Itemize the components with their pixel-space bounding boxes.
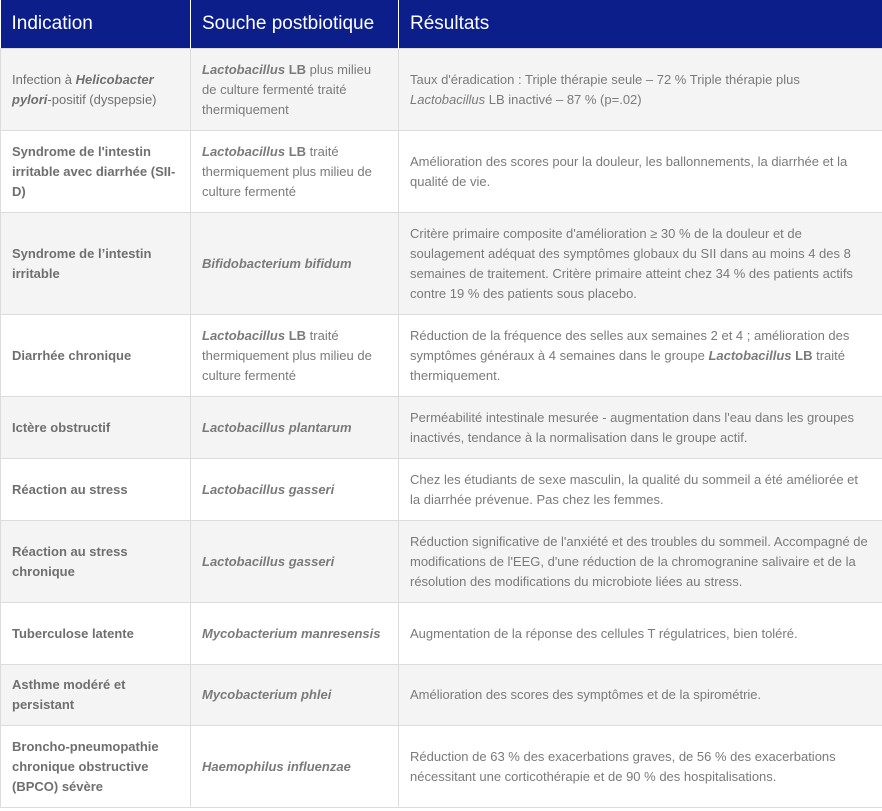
indication-cell: Broncho-pneumopathie chronique obstructive (BPCO) sévère [1,726,191,808]
results-cell: Réduction significative de l'anxiété et des troubles du sommeil. Accompagné de modifications de l'EEG, d'une réduction de la chromogranine salivaire et de la résolution des modifications du microbiote liées au stress. [399,521,882,603]
header-results: Résultats [399,0,882,49]
table-row [1,603,882,665]
table-row [1,459,882,521]
table-row [1,665,882,726]
strain-cell: Bifidobacterium bifidum [191,213,399,315]
table-row [1,397,882,459]
results-cell: Taux d'éradication : Triple thérapie seule – 72 % Triple thérapie plus Lactobacillus LB inactivé – 87 % (p=.02) [399,49,882,131]
results-cell: Critère primaire composite d'amélioration ≥ 30 % de la douleur et de soulagement adéquat des symptômes globaux du SII dans au moins 4 des 8 semaines de traitement. Critère primaire atteint chez 34 % des patients actifs contre 19 % des patients sous placebo. [399,213,882,315]
strain-cell: Lactobacillus LB traité thermiquement plus milieu de culture fermenté [191,131,399,213]
results-cell: Réduction de la fréquence des selles aux semaines 2 et 4 ; amélioration des symptômes généraux à 4 semaines dans le groupe Lactobacillus LB traité thermiquement. [399,315,882,397]
strain-cell: Lactobacillus gasseri [191,521,399,603]
indication-cell: Réaction au stress [1,459,191,521]
results-cell: Amélioration des scores pour la douleur, les ballonnements, la diarrhée et la qualité de vie. [399,131,882,213]
results-cell: Amélioration des scores des symptômes et de la spirométrie. [399,665,882,726]
indication-cell: Infection à Helicobacter pylori-positif (dyspepsie) [1,49,191,131]
indication-cell: Asthme modéré et persistant [1,665,191,726]
strain-cell: Lactobacillus LB traité thermiquement plus milieu de culture fermenté [191,315,399,397]
table-row [1,49,882,131]
header-strain: Souche postbiotique [191,0,399,49]
strain-cell: Lactobacillus LB plus milieu de culture fermenté traité thermiquement [191,49,399,131]
table-row [1,213,882,315]
indication-cell: Diarrhée chronique [1,315,191,397]
results-cell: Chez les étudiants de sexe masculin, la qualité du sommeil a été améliorée et la diarrhée prévenue. Pas chez les femmes. [399,459,882,521]
indication-cell: Ictère obstructif [1,397,191,459]
header-indication: Indication [1,0,191,49]
strain-cell: Haemophilus influenzae [191,726,399,808]
results-cell: Perméabilité intestinale mesurée - augmentation dans l'eau dans les groupes inactivés, tendance à la normalisation dans le groupe actif. [399,397,882,459]
results-cell: Augmentation de la réponse des cellules T régulatrices, bien toléré. [399,603,882,665]
indication-cell: Syndrome de l'intestin irritable avec diarrhée (SII-D) [1,131,191,213]
strain-cell: Lactobacillus plantarum [191,397,399,459]
results-cell: Réduction de 63 % des exacerbations graves, de 56 % des exacerbations nécessitant une corticothérapie et de 90 % des hospitalisations. [399,726,882,808]
header-row [1,0,882,49]
indication-cell: Réaction au stress chronique [1,521,191,603]
strain-cell: Mycobacterium manresensis [191,603,399,665]
table-row [1,131,882,213]
strain-cell: Mycobacterium phlei [191,665,399,726]
table-row [1,521,882,603]
table-row [1,315,882,397]
indication-cell: Syndrome de l’intestin irritable [1,213,191,315]
strain-cell: Lactobacillus gasseri [191,459,399,521]
table-row [1,726,882,808]
indication-cell: Tuberculose latente [1,603,191,665]
